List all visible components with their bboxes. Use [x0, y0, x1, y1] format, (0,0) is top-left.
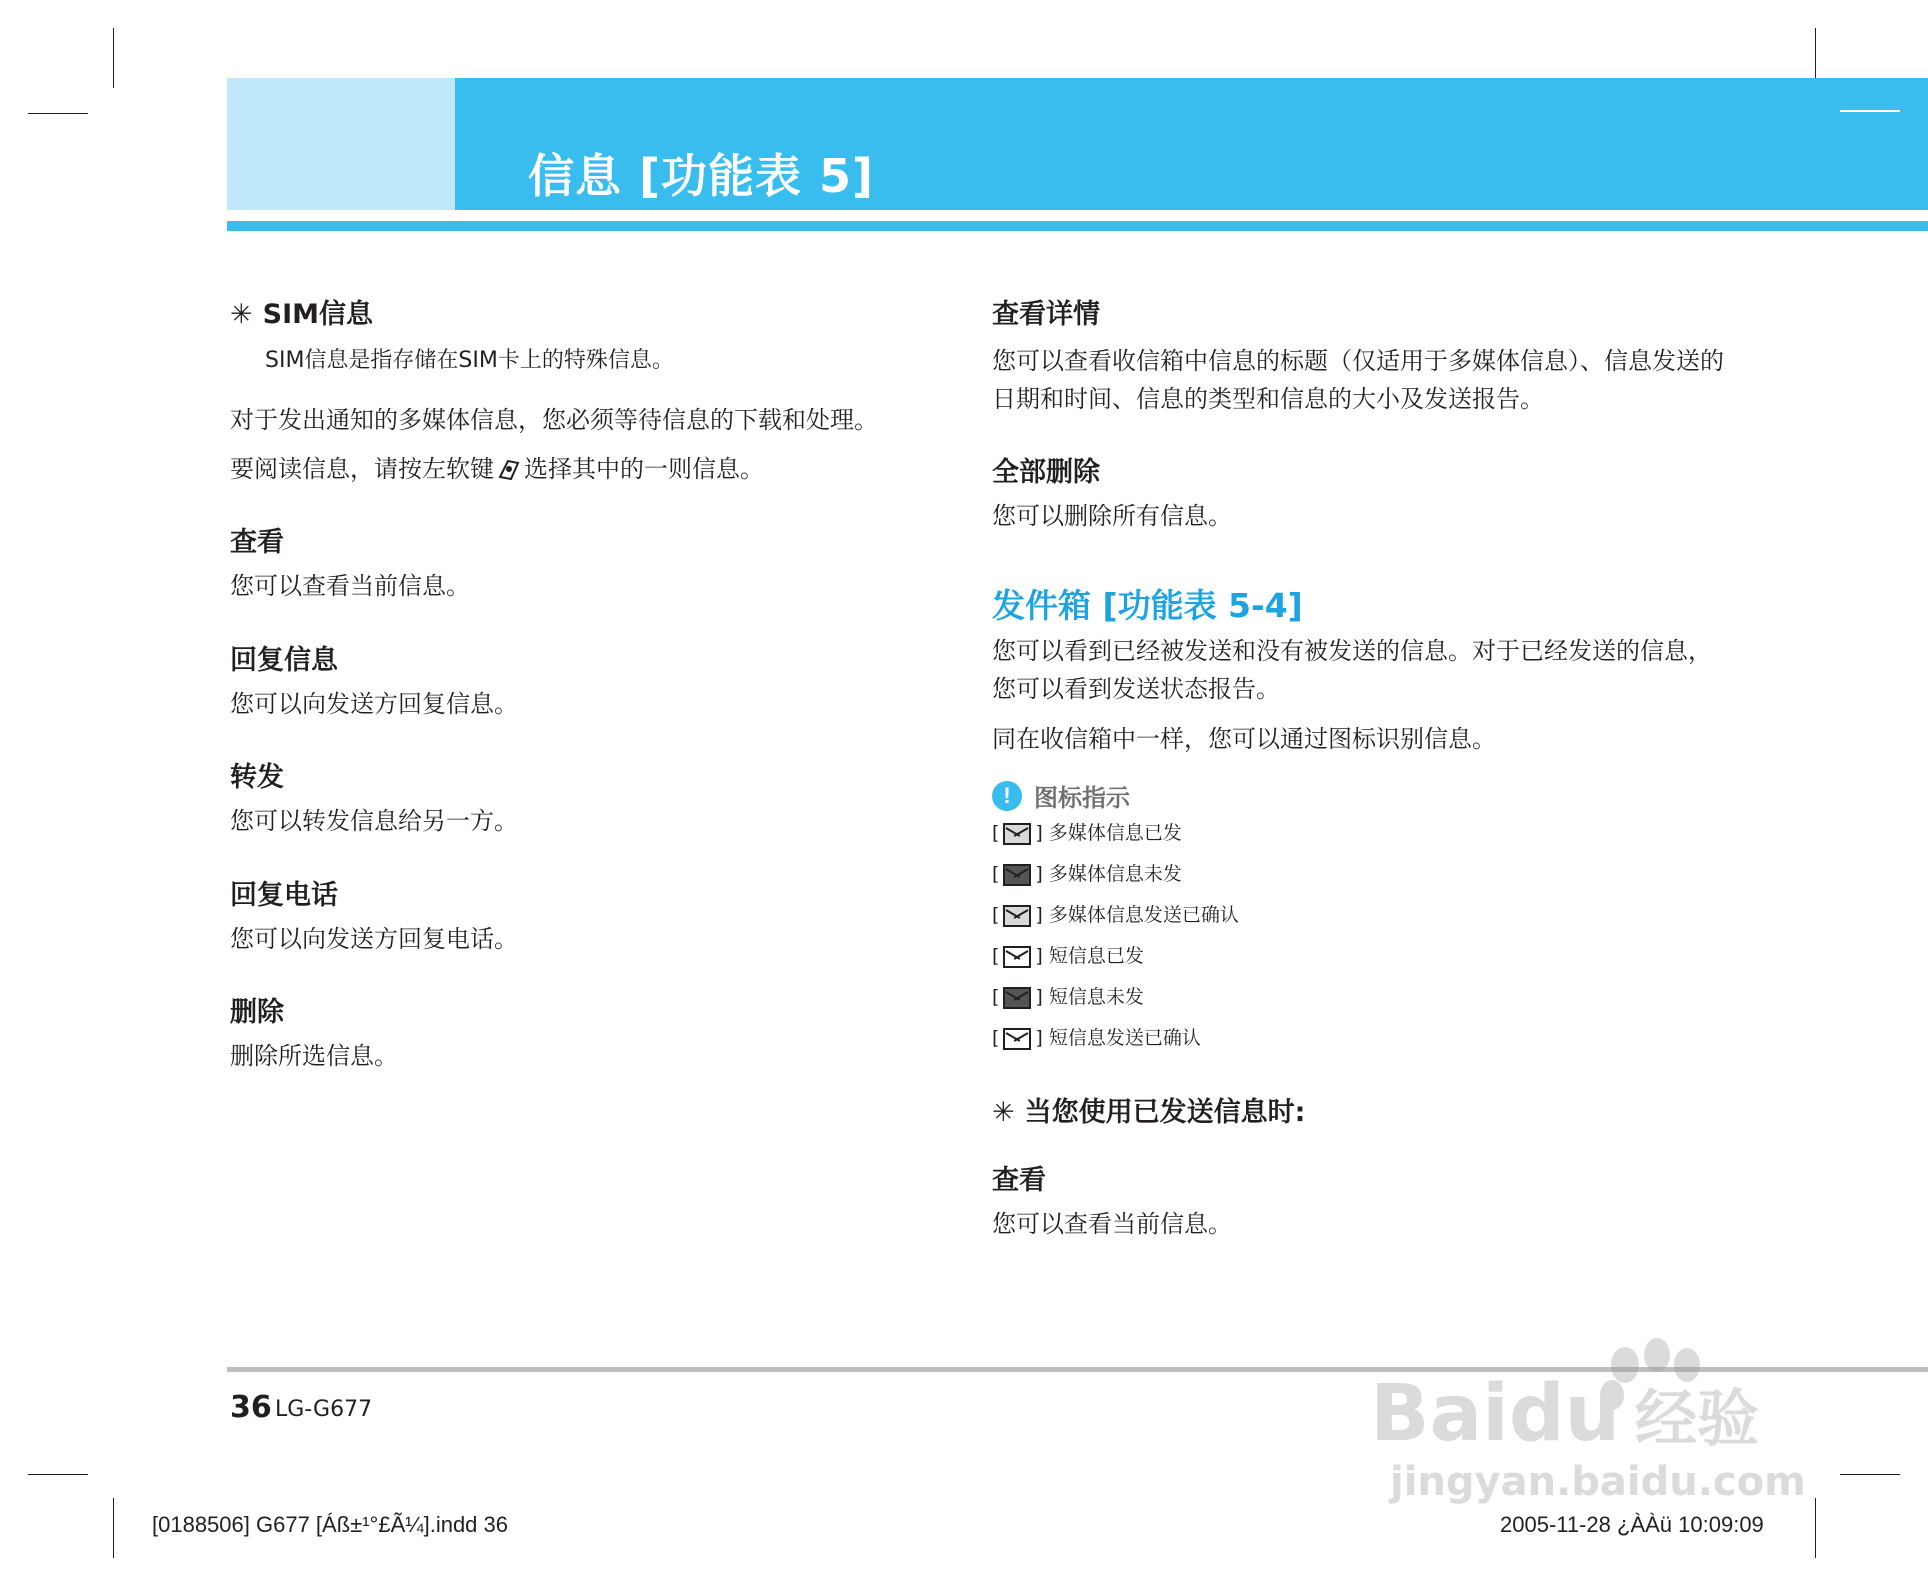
print-slug-right: 2005-11-28 ¿ÀÀü 10:09:09 — [1500, 1512, 1764, 1537]
forward-heading: 转发 — [230, 762, 284, 793]
sms-unsent-icon — [1003, 987, 1031, 1009]
crop-mark — [1840, 1474, 1900, 1475]
reply-message-heading: 回复信息 — [230, 645, 338, 676]
sms-sent-icon — [1003, 946, 1031, 968]
forward-desc: 您可以转发信息给另一方。 — [230, 807, 518, 835]
outbox-title: 发件箱 [功能表 5-4] — [992, 586, 1303, 625]
crop-mark — [28, 1474, 88, 1475]
crop-mark — [28, 113, 88, 114]
header-rule — [1840, 110, 1900, 112]
sim-heading: ✳ SIM信息 — [230, 299, 373, 330]
page-number: 36 — [230, 1390, 272, 1425]
sim-para-1: 对于发出通知的多媒体信息，您必须等待信息的下载和处理。 — [230, 406, 878, 434]
asterisk-icon: ✳ — [230, 299, 253, 330]
delete-heading: 删除 — [230, 997, 284, 1028]
header-stripe — [227, 221, 1928, 231]
crop-mark — [113, 1498, 114, 1558]
exclamation-icon: ! — [992, 781, 1022, 811]
watermark-url: jingyan.baidu.com — [1390, 1459, 1806, 1505]
icon-list — [992, 818, 1239, 1053]
outbox-line-1: 您可以看到已经被发送和没有被发送的信息。对于已经发送的信息， — [992, 637, 1712, 665]
note-header: ! 图标指示 — [992, 778, 1130, 813]
page-title: 信息 [功能表 5] — [528, 149, 875, 203]
sim-para-2: 要阅读信息，请按左软键 选择其中的一则信息。 — [230, 455, 764, 483]
header-band-light — [227, 78, 455, 210]
outbox-line-3: 同在收信箱中一样，您可以通过图标识别信息。 — [992, 725, 1496, 753]
mms-delivered-icon — [1003, 905, 1031, 927]
list-item: [ ] 多媒体信息未发 — [992, 863, 1182, 885]
sim-desc: SIM信息是指存储在SIM卡上的特殊信息。 — [265, 348, 674, 373]
view-desc: 您可以查看当前信息。 — [230, 572, 470, 600]
list-item: [ ] 多媒体信息已发 — [992, 822, 1182, 844]
list-item: [ ] 短信息未发 — [992, 986, 1144, 1008]
reply-message-desc: 您可以向发送方回复信息。 — [230, 690, 518, 718]
model-name: LG-G677 — [275, 1397, 373, 1422]
delete-all-desc: 您可以删除所有信息。 — [992, 502, 1232, 530]
sent-view-desc: 您可以查看当前信息。 — [992, 1210, 1232, 1238]
mms-unsent-icon — [1003, 864, 1031, 886]
watermark-brand: Baidu — [1370, 1369, 1621, 1459]
crop-mark — [113, 28, 114, 88]
sent-view-heading: 查看 — [992, 1165, 1046, 1196]
delete-all-heading: 全部删除 — [992, 457, 1100, 488]
reply-call-heading: 回复电话 — [230, 880, 338, 911]
view-heading: 查看 — [230, 527, 284, 558]
details-line-1: 您可以查看收信箱中信息的标题（仅适用于多媒体信息）、信息发送的 — [992, 347, 1724, 375]
list-item: [ ] 多媒体信息发送已确认 — [992, 904, 1239, 926]
delete-desc: 删除所选信息。 — [230, 1042, 398, 1070]
baidu-watermark — [1370, 1320, 1830, 1510]
sms-delivered-icon — [1003, 1028, 1031, 1050]
outbox-line-2: 您可以看到发送状态报告。 — [992, 675, 1280, 703]
left-softkey-icon — [497, 457, 521, 481]
list-item: [ ] 短信息已发 — [992, 945, 1144, 967]
mms-sent-icon — [1003, 823, 1031, 845]
details-line-2: 日期和时间、信息的类型和信息的大小及发送报告。 — [992, 385, 1544, 413]
list-item: [ ] 短信息发送已确认 — [992, 1027, 1201, 1049]
reply-call-desc: 您可以向发送方回复电话。 — [230, 925, 518, 953]
sent-use-heading: ✳ 当您使用已发送信息时: — [992, 1097, 1306, 1128]
asterisk-icon: ✳ — [992, 1097, 1015, 1128]
details-heading: 查看详情 — [992, 299, 1100, 330]
print-slug-left: [0188506] G677 [Áß±¹°£Ã¼].indd 36 — [152, 1512, 508, 1537]
watermark-cn: 经验 — [1635, 1382, 1760, 1455]
